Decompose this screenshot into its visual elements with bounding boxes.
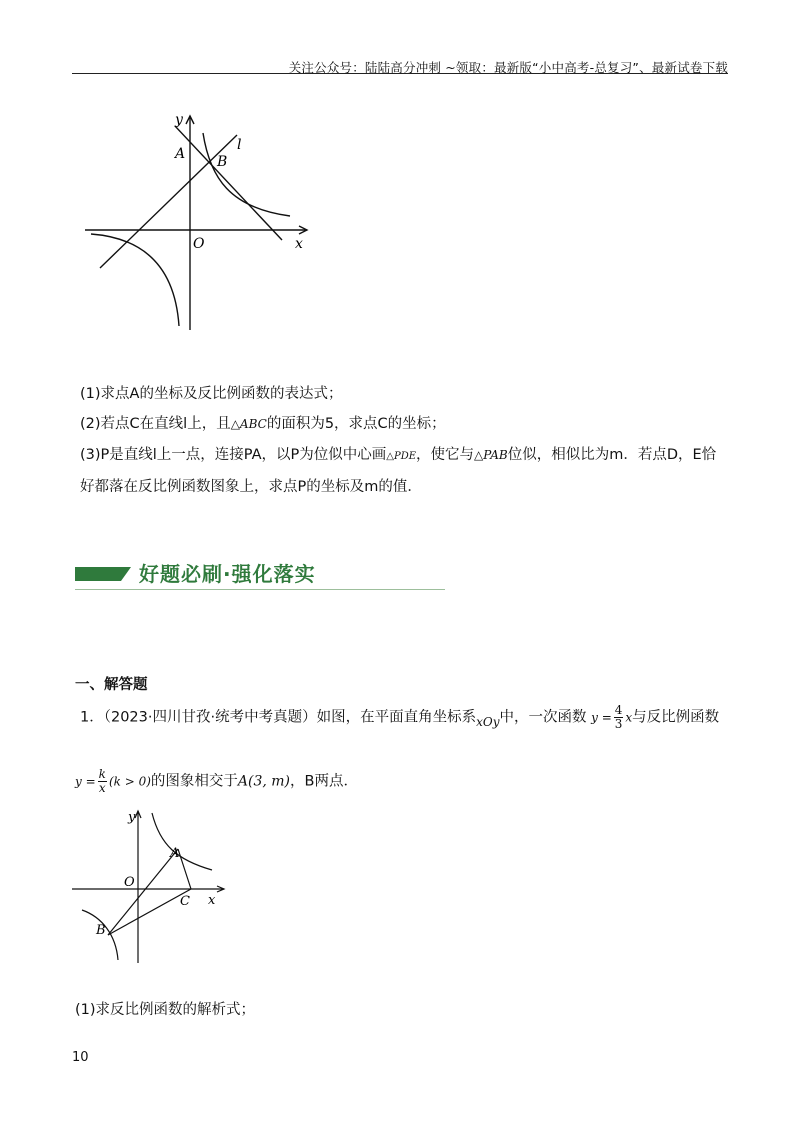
problem-1-line-1 [80,704,719,731]
page-number: 10 [72,1050,89,1065]
fig1-label-B: B [217,154,228,170]
p1-line2-a: 的图象相交于 [150,773,238,790]
fig1-hyperbola-q3 [91,234,179,326]
fig2-segment-bc [108,889,191,935]
fig2-label-B: B [96,923,106,938]
fig2-label-y: y [128,810,136,825]
q3-triangle-pab: △PAB [474,448,508,462]
p1-fraction [614,704,624,731]
p1-frac-den: 3 [614,717,623,731]
p1-frac-num: 4 [614,703,623,717]
question-2-line [80,414,446,434]
fig1-label-A: A [175,146,186,162]
p1-line2-b: ，B两点． [290,773,358,790]
fig1-label-y: y [175,112,183,128]
header-rule [72,73,728,74]
p1-point-A: A(3, m) [237,773,291,790]
fig2-line-ab [108,849,178,935]
q3-part-a: (3)P是直线l上一点，连接PA，以P为位似中心画 [80,447,387,463]
p1-k-lhs: y = [75,774,96,789]
fig1-label-x: x [295,236,303,252]
fig1-label-O: O [193,236,205,252]
fig2-label-O: O [124,875,135,890]
fig1-hyperbola-q1 [203,133,290,216]
question-3-line-1 [80,445,716,467]
fig1-label-l: l [237,137,242,153]
q2-part-b: 的面积为5，求点C的坐标； [266,416,446,432]
section-heading: 一、解答题 [75,677,148,693]
fig2-label-x: x [208,893,216,908]
page-header: 关注公众号：陆陆高分冲刺 ~领取：最新版“小中高考-总复习”、最新试卷下载 [288,60,728,75]
q3-part-b: ，使它与 [416,447,475,463]
p1-k-den: x [98,781,106,795]
q3-part-c: 位似，相似比为m．若点D，E恰 [507,447,717,463]
p1-part-b: 中，一次函数 [499,709,587,726]
p1-func-var: x [625,710,633,725]
p1-k-fraction [98,768,107,795]
sub-question-1: (1)求反比例函数的解析式； [75,1002,256,1018]
q2-triangle: △ABC [230,417,267,431]
fig2-label-A: A [170,846,180,861]
figure-1-graph [85,108,315,333]
banner-title: 好题必刷·强化落实 [139,562,316,586]
q3-triangle-pde: △PDE [386,451,417,462]
p1-part-c: 与反比例函数 [632,709,720,726]
question-1-text: (1)求点A的坐标及反比例函数的表达式； [80,386,343,402]
fig2-label-C: C [180,894,190,909]
p1-k-num: k [98,767,106,781]
section-banner [75,558,445,592]
figure-2-graph [72,805,242,965]
problem-1-line-2 [75,768,358,795]
p1-k-condition: (k > 0) [108,774,151,789]
banner-marker [75,567,121,581]
p1-func-lhs: y = [591,710,612,725]
fig2-segment-ac [178,849,191,889]
p1-coord-system: xOy [476,714,500,729]
q2-part-a: (2)若点C在直线l上，且 [80,416,231,432]
question-3-line-2: 好都落在反比例函数图象上，求点P的坐标及m的值． [80,479,422,495]
p1-part-a: 1．（2023·四川甘孜·统考中考真题）如图，在平面直角坐标系 [80,709,477,726]
banner-underline [75,589,445,590]
